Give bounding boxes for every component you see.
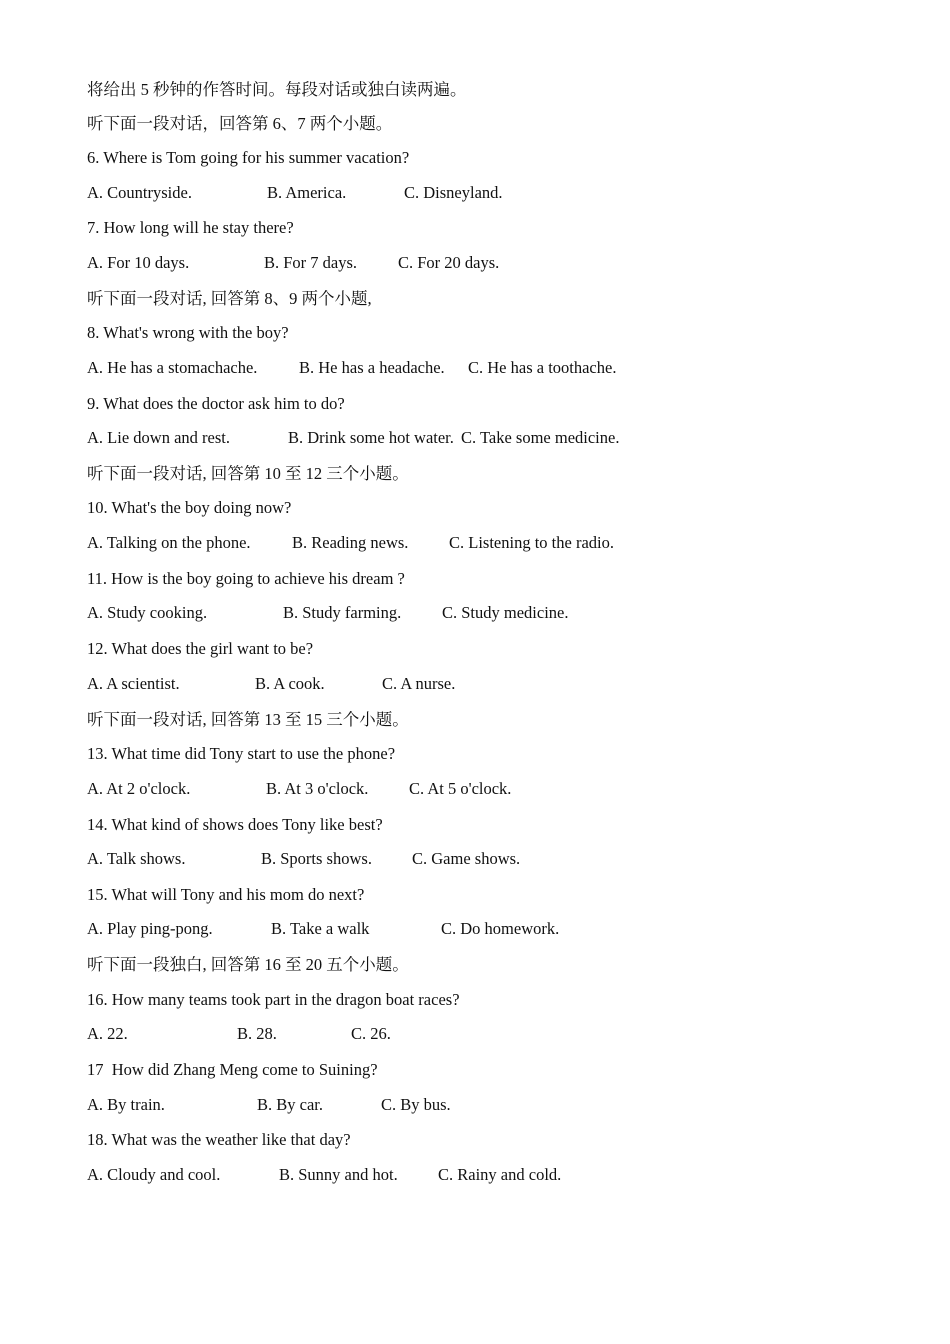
answer-option-b: B. 28. [237,1024,277,1043]
question-text: 16. How many teams took part in the dragon boat races? [87,990,460,1009]
question-text: 18. What was the weather like that day? [87,1130,351,1149]
question-text: 17 How did Zhang Meng come to Suining? [87,1060,378,1079]
answer-option-a: A. He has a stomachache. [87,358,258,377]
question-text: 6. Where is Tom going for his summer vacation? [87,148,410,167]
answer-option-a: A. 22. [87,1024,128,1043]
answer-option-a: A. A scientist. [87,674,180,693]
question-text: 15. What will Tony and his mom do next? [87,885,365,904]
answer-option-a: A. Cloudy and cool. [87,1165,221,1184]
question-text: 9. What does the doctor ask him to do? [87,394,345,413]
section-instruction: 听下面一段对话, 回答第 10 至 12 三个小题。 [87,464,409,483]
answer-option-b: B. Sunny and hot. [279,1165,398,1184]
answer-option-c: C. 26. [351,1024,391,1043]
answer-option-a: A. Talking on the phone. [87,533,251,552]
question-text: 12. What does the girl want to be? [87,639,314,658]
section-instruction: 听下面一段对话, 回答第 13 至 15 三个小题。 [87,710,409,729]
answer-option-c: C. Listening to the radio. [449,533,614,552]
answer-option-c: C. At 5 o'clock. [409,779,512,798]
question-text: 8. What's wrong with the boy? [87,323,289,342]
answer-option-a: A. Study cooking. [87,603,208,622]
answer-option-b: B. America. [267,183,347,202]
answer-option-c: C. He has a toothache. [468,358,617,377]
question-text: 10. What's the boy doing now? [87,498,292,517]
answer-option-b: B. Drink some hot water. [288,428,454,447]
section-instruction: 听下面一段对话, 回答第 8、9 两个小题, [87,289,372,308]
answer-option-b: B. For 7 days. [264,253,358,272]
question-text: 7. How long will he stay there? [87,218,294,237]
answer-option-c: C. A nurse. [382,674,456,693]
answer-option-a: A. Talk shows. [87,849,186,868]
answer-option-a: A. Play ping-pong. [87,919,213,938]
answer-option-c: C. Study medicine. [442,603,569,622]
answer-option-c: C. Disneyland. [404,183,503,202]
answer-option-c: C. Do homework. [441,919,560,938]
section-instruction: 听下面一段独白, 回答第 16 至 20 五个小题。 [87,955,409,974]
question-text: 14. What kind of shows does Tony like best? [87,815,383,834]
question-text: 13. What time did Tony start to use the phone? [87,744,396,763]
answer-option-a: A. By train. [87,1095,165,1114]
section-instruction: 听下面一段对话，回答第 6、7 两个小题。 [87,114,393,133]
answer-option-c: C. By bus. [381,1095,451,1114]
answer-option-b: B. Study farming. [283,603,402,622]
answer-option-b: B. Take a walk [271,919,370,938]
answer-option-b: B. He has a headache. [299,358,445,377]
answer-option-c: C. For 20 days. [398,253,500,272]
answer-option-c: C. Take some medicine. [461,428,620,447]
answer-option-a: A. Lie down and rest. [87,428,230,447]
answer-option-b: B. At 3 o'clock. [266,779,369,798]
answer-option-a: A. Countryside. [87,183,192,202]
answer-option-c: C. Game shows. [412,849,521,868]
answer-option-b: B. By car. [257,1095,323,1114]
answer-option-c: C. Rainy and cold. [438,1165,562,1184]
answer-option-b: B. Sports shows. [261,849,372,868]
section-instruction: 将给出 5 秒钟的作答时间。每段对话或独白读两遍。 [87,80,467,99]
answer-option-b: B. A cook. [255,674,325,693]
answer-option-a: A. For 10 days. [87,253,190,272]
question-text: 11. How is the boy going to achieve his dream ? [87,569,405,588]
answer-option-b: B. Reading news. [292,533,409,552]
answer-option-a: A. At 2 o'clock. [87,779,191,798]
